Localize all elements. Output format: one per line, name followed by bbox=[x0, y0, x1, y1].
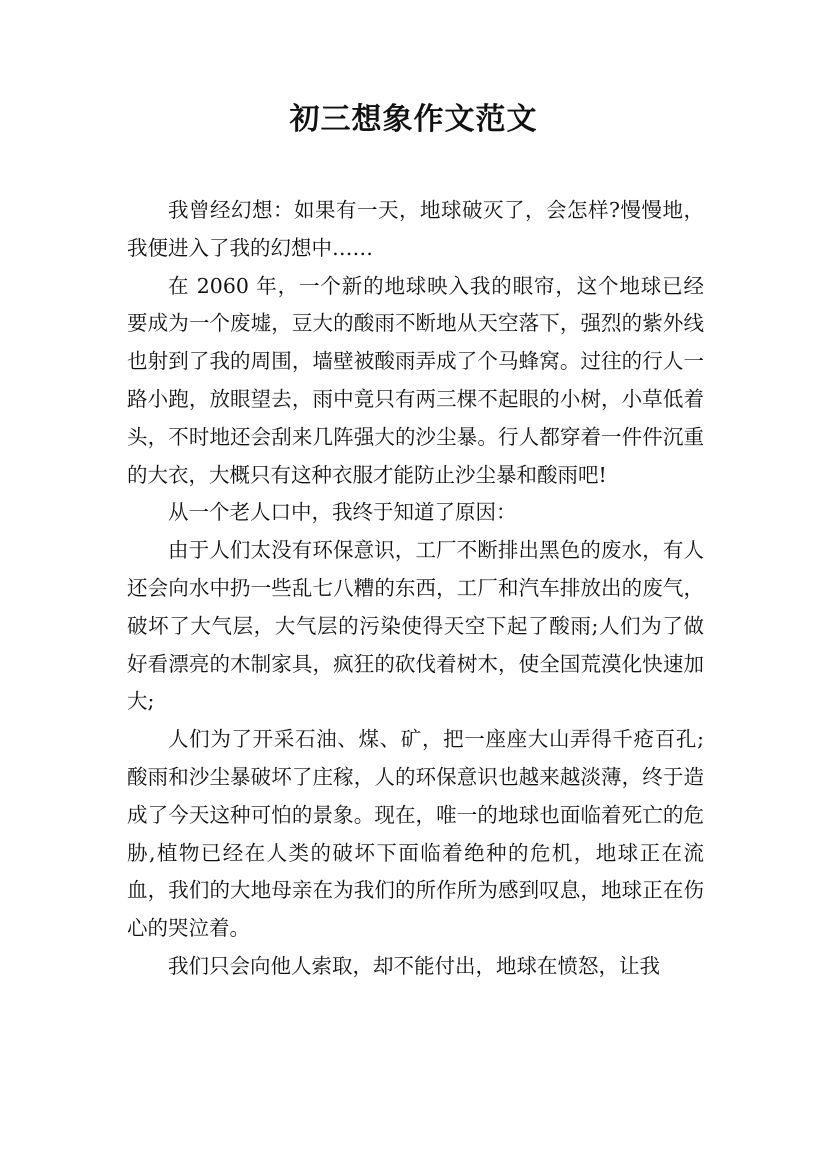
paragraph-1: 我曾经幻想：如果有一天，地球破灭了，会怎样?慢慢地，我便进入了我的幻想中…… bbox=[127, 198, 704, 260]
paragraph-5: 人们为了开采石油、煤、矿，把一座座大山弄得千疮百孔;酸雨和沙尘暴破坏了庄稼，人的环保意识也越来越淡薄，终于造成了今天这种可怕的景象。现在，唯一的地球也面临着死亡的危胁,植物已经在人类的破坏下面临着绝种的危机，地球正在流血，我们的大地母亲在为我们的所作所为感到叹息，地球正在伤心的哭泣着。 bbox=[127, 727, 704, 941]
paragraph-6: 我们只会向他人索取，却不能付出，地球在愤怒，让我 bbox=[168, 953, 660, 978]
paragraph-3: 从一个老人口中，我终于知道了原因： bbox=[168, 500, 517, 525]
paragraph-2: 在 2060 年，一个新的地球映入我的眼帘，这个地球已经要成为一个废墟，豆大的酸雨不断地从天空落下，强烈的紫外线也射到了我的周围，墙壁被酸雨弄成了个马蜂窝。过往的行人一路小跑，放眼望去，雨中竟只有两三棵不起眼的小树，小草低着头，不时地还会刮来几阵强大的沙尘暴。行人都穿着一件件沉重的大衣，大概只有这种衣服才能防止沙尘暴和酸雨吧! bbox=[127, 273, 704, 487]
document-title: 初三想象作文范文 bbox=[289, 102, 538, 137]
paragraph-4: 由于人们太没有环保意识，工厂不断排出黑色的废水，有人还会向水中扔一些乱七八糟的东西，工厂和汽车排放出的废气，破坏了大气层，大气层的污染使得天空下起了酸雨;人们为了做好看漂亮的木制家具，疯狂的砍伐着树木，使全国荒漠化快速加大; bbox=[127, 538, 704, 714]
document-body bbox=[127, 192, 704, 986]
